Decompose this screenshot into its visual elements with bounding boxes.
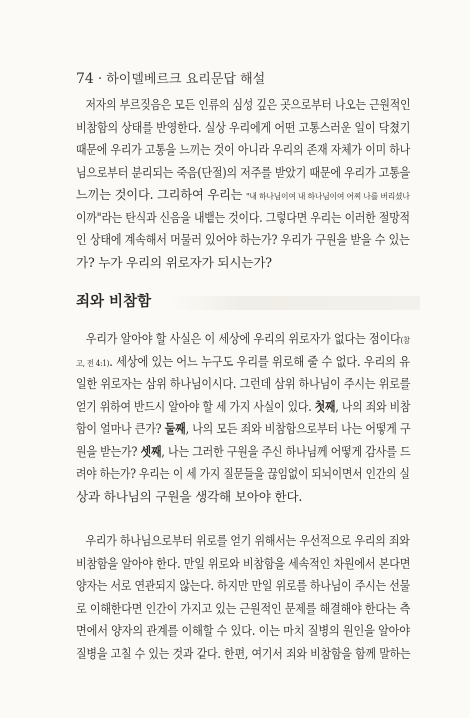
text-line [76,441,411,464]
text-run: , 나의 죄와 비참 [335,398,411,414]
text-line: 우리가 하나님으로부터 위로를 얻기 위해서는 우선적으로 우리의 죄와 [85,533,410,548]
text-line [76,418,411,441]
text-line: 양자는 서로 연관되지 않는다. 하지만 만일 위로를 하나님이 주시는 선물 [76,578,411,593]
text-line: 때문에 우리가 고통을 느끼는 것이 아니라 우리의 존재 자체가 이미 하나 [76,142,411,157]
paragraph-3 [76,530,410,665]
text-run: 원을 받는가? [76,443,141,459]
text-run: 우리가 알아야 할 사실은 이 세상에 우리의 위로자가 없다는 점이다 [85,331,401,346]
text-line [76,328,410,351]
text-run: . 세상에 있는 어느 누구도 우리를 위로해 줄 수 없다. 우리의 유 [109,353,410,369]
text-run: , 나의 모든 죄와 비참함으로부터 나는 어떻게 구 [185,421,411,436]
reference: 고, 전 4:1) [76,358,110,368]
quotation: "내 하나님이여 내 하나님이여 어찌 나를 버리셨나 [245,192,410,201]
text-line: 인 상태에 계속해서 머물러 있어야 하는가? 우리가 구원을 받을 수 있는 [76,232,410,247]
text-line: 로 이해한다면 인간이 가지고 있는 근원적인 문제를 해결해야 한다는 측 [76,600,411,616]
paragraph-1 [76,94,410,274]
reference: (참 [400,336,410,345]
text-run: , 나는 그러한 구원을 주신 하나님께 어떻게 감사를 드 [161,443,411,459]
emphasis: 둘째 [164,421,186,436]
text-line: 저자의 부르짖음은 모든 인류의 심성 깊은 곳으로부터 나오는 근원적인 [85,97,411,112]
running-header [76,68,265,87]
text-line: 질병을 고칠 수 있는 것과 같다. 한편, 여기서 죄와 비참함을 함께 말하는 [76,645,411,661]
text-line: 면에서 양자의 관계를 이해할 수 있다. 이는 마치 질병의 원인을 알아야 [76,623,410,638]
text-line: 이까"라는 탄식과 신음을 내뱉는 것이다. 그렇다면 우리는 이러한 절망적 [76,209,410,225]
page-number: 74 [76,71,94,87]
section-heading: 죄와 비참함 [76,294,152,310]
text-run: 함이 얼마나 큰가? [76,421,165,436]
text-line [76,184,410,207]
text-line: 님으로부터 분리되는 죽음(단절)의 저주를 받았기 때문에 우리가 고통을 [76,164,411,180]
book-title: 하이델베르크 요리문답 해설 [106,72,266,87]
emphasis: 셋째 [140,443,162,459]
text-line: 려야 하는가? 우리는 이 세 가지 질문들을 끊임없이 되뇌이면서 인간의 실 [76,466,410,481]
text-line: 비참함을 알아야 한다. 만일 위로와 비참함을 세속적인 차원에서 본다면 [76,555,411,571]
text-line: 가? 누가 우리의 위로자가 되시는가? [76,254,272,270]
text-run: 느끼는 것이다. 그리하여 우리는 [76,187,246,202]
text-line: 일한 위로자는 삼위 하나님이시다. 그런데 삼위 하나님이 주시는 위로를 [76,376,411,391]
text-line [76,396,411,419]
emphasis: 첫째 [314,398,336,414]
text-line [76,351,410,374]
paragraph-2 [76,328,410,508]
header-separator: · [97,72,103,87]
text-run: 얻기 위하여 반드시 알아야 할 세 가지 사실이 있다. [76,398,315,414]
text-line: 상과 하나님의 구원을 생각해 보아야 한다. [76,488,303,504]
text-line: 비참함의 상태를 반영한다. 실상 우리에게 어떤 고통스러운 일이 닥쳤기 [76,119,411,135]
bleed-through [170,296,420,310]
